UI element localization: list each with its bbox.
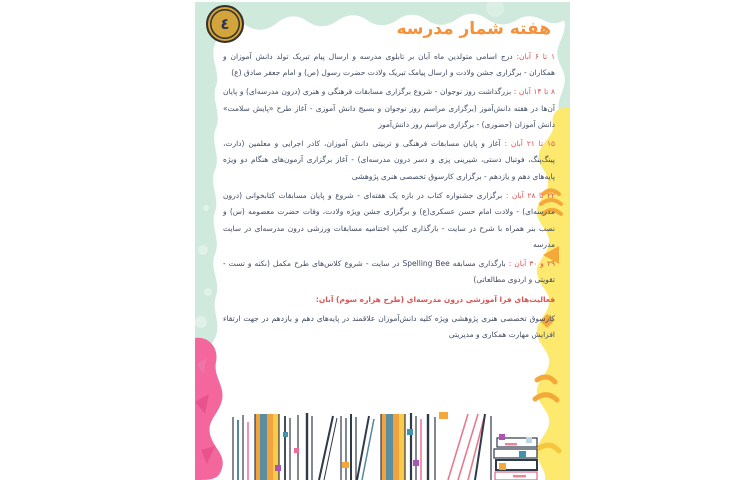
- schedule-entry: ۱۵ تا ۲۱ آبان : آغاز و پایان مسابقات فرهنگی و تربیتی دانش آموزان، کادر اجرایی و معلمین (دارت، پینگ‌پنگ، فوتبال دستی، شیرینی پزی و دسر درون مدرسه‌ای) - آغاز برگزاری آزمون‌های هنگام دو ویژه پایه‌های دهم و یازدهم - برگزاری کارسوق تخصصی هنری پژوهشی: [223, 139, 555, 181]
- schedule-entry: ۱ تا ۶ آبان: درج اسامی متولدین ماه آبان بر تابلوی مدرسه و ارسال پیام تبریک تولد دانش آموزان و همکاران - برگزاری جشن ولادت و ارسال پیامک تبریک ولادت حضرت رسول (ص) و امام جعفر صادق (ع): [223, 52, 555, 78]
- page-number: ٤: [220, 14, 230, 33]
- entry-date: ۲۲ تا ۲۸ آبان :: [502, 190, 555, 200]
- schedule: [223, 49, 557, 346]
- entry-date: ۲۹ و ۳۰ آبان :: [505, 258, 555, 268]
- schedule-entry: ۲۲ تا ۲۸ آبان : برگزاری جشنواره کتاب در بازه یک هفته‌ای - شروع و پایان مسابقات کتابخوانی (درون مدرسه‌ای) - ولادت امام حسن عسکری(ع) و برگزاری جشن ویژه ولادت، وفات حضرت معصومه (س) و نصب بنر همراه با شرح در سایت - بارگذاری کلیپ اختتامیه مسابقات ورزشی درون مدرسه‌ای در سایت مدرسه: [223, 190, 555, 249]
- schedule-entry: ۲۹ و ۳۰ آبان : بارگذاری مسابقه Spelling Bee در سایت - شروع کلاس‌های طرح مکمل (نکته و تست - تقویتی و اردوی مطالعاتی): [223, 258, 555, 285]
- document-card: [195, 2, 570, 480]
- page-title: هفته شمار مدرسه: [396, 19, 551, 39]
- entry-date: ۸ تا ۱۴ آبان :: [511, 87, 555, 97]
- striped-book: [381, 414, 405, 480]
- left-mint-strip: [195, 2, 218, 358]
- entry-date: ۱۵ تا ۲۱ آبان :: [500, 139, 555, 149]
- footer-text: کارسوق تخصصی هنری پژوهشی ویژه کلیه دانش‌آموزان علاقمند در پایه‌های دهم و یازدهم در جهت ارتقاء افزایش مهارت همکاری و مدیریتی: [223, 313, 555, 339]
- entry-date: ۱ تا ۶ آبان:: [512, 52, 555, 61]
- books-illustration: [233, 412, 537, 480]
- footer-heading: فعالیت‌های فرا آموزشی درون مدرسه‌ای (طرح هزاره سوم) آبان:: [315, 294, 555, 304]
- schedule-entry: ۸ تا ۱۴ آبان : بزرگداشت روز نوجوان - شروع برگزاری مسابقات فرهنگی و هنری (درون مدرسه‌ای) و پایان آن‌ها در هفته دانش‌آموز (برگزاری مراسم روز نوجوان و بسیج دانش آموزی - آغاز طرح «پایش سلامت» دانش آموزان (حضوری) - برگزاری مراسم روز دانش‌آموز: [223, 87, 555, 130]
- schedule-sections: [223, 49, 555, 289]
